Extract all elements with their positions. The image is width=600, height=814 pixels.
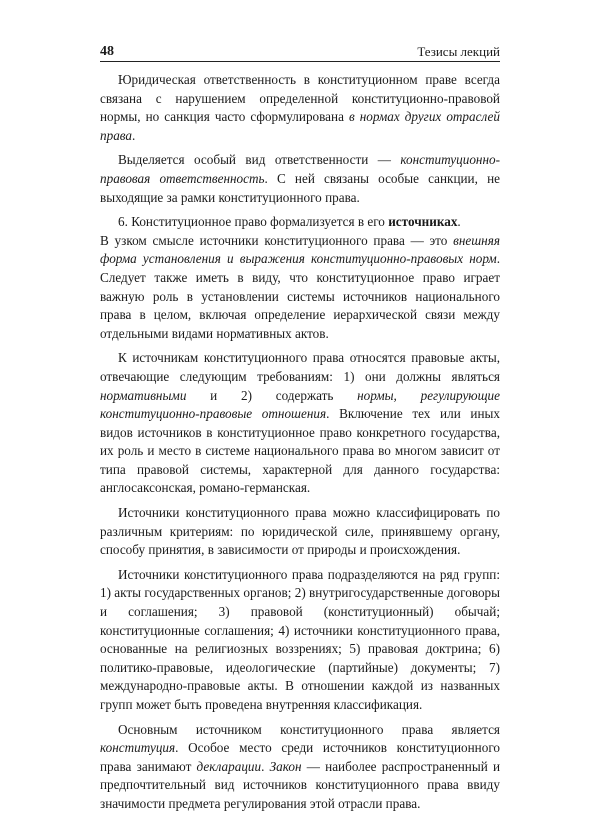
paragraph — [100, 232, 500, 344]
paragraph — [100, 721, 500, 814]
italic-text: внешняя форма установления и выражения конституционно-правовых норм — [100, 232, 500, 267]
bold-text: источниках — [388, 214, 458, 230]
paragraph — [100, 151, 500, 207]
text-run: Источники конституционного права подразделяются на ряд групп: 1) акты государственных органов; 2) внутригосударственные договоры и соглашения; 3) правовой (конституционный) обычай; конституционные соглашения; 4) источники конституционного права, основанные на религиозных воззрениях; 5) правовая доктрина; 6) политико-правовые, идеологические (партийные) документы; 7) международно-правовые акты. В отношении каждой из названных групп может быть проведена внутренняя классификация. — [100, 566, 500, 712]
text-run: Основным источником конституционного права является — [118, 721, 500, 737]
text-run: В узком смысле источники конституционного права — это — [100, 232, 454, 248]
text-run: Юридическая ответственность в конституционном праве всегда связана с нарушением определенной конституционно-правовой нормы, но санкция часто сформулирована — [100, 72, 500, 125]
text-run: . — [261, 758, 270, 774]
text-run: Выделяется особый вид ответственности — — [118, 152, 401, 168]
text-run: Источники конституционного права можно классифицировать по различным критериям: по юридической силе, принявшему органу, способу принятия, в зависимости от природы и происхождения. — [100, 505, 500, 558]
italic-text: Закон — [269, 758, 302, 774]
paragraph — [100, 349, 500, 498]
text-run: 6. Конституционное право формализуется в его — [118, 214, 389, 230]
paragraph — [100, 213, 500, 232]
paragraph — [100, 504, 500, 560]
italic-text: нормативными — [100, 387, 187, 403]
italic-text: декларации — [196, 758, 262, 774]
paragraph — [100, 566, 500, 715]
paragraph — [100, 71, 500, 145]
page-body — [100, 71, 500, 814]
text-run: . — [457, 214, 461, 230]
text-run: . Следует также иметь в виду, что конституционное право играет важную роль в установлении системы источников национального права в целом, включая определение иерархической связи между отдельными видами нормативных актов. — [100, 251, 500, 341]
page-number: 48 — [100, 44, 114, 59]
text-run: и 2) содержать — [186, 387, 358, 403]
text-run: . Включение тех или иных видов источников в конституционное право конкретного государства, их роль и место в системе национального права во многом зависит от типа правовой системы, характерной для данного государства: англосаксонская, романо-германская. — [100, 406, 500, 496]
header-rule — [100, 61, 500, 62]
text-run: . — [132, 127, 136, 143]
running-title: Тезисы лекций — [417, 44, 500, 59]
text-run: К источникам конституционного права относятся правовые акты, отвечающие следующим требованиям: 1) они должны являться — [100, 350, 500, 384]
page-header — [100, 40, 500, 60]
italic-text: в нормах других отраслей права — [100, 109, 501, 143]
text-run: . С ней связаны особые санкции, не выходящие за рамки конституционного права. — [100, 170, 500, 205]
italic-text: конституция — [100, 740, 176, 756]
text-run: . Особое место среди источников конституционного права занимают — [100, 740, 500, 774]
text-run: — наиболее распространенный и предпочтительный вид источников конституционного права ввиду значимости предмета регулирования этой отрасли права. — [100, 758, 501, 811]
italic-text: нормы, регулирующие конституционно-правовые отношения — [100, 387, 501, 422]
italic-text: конституционно-правовая ответственность — [100, 152, 500, 186]
